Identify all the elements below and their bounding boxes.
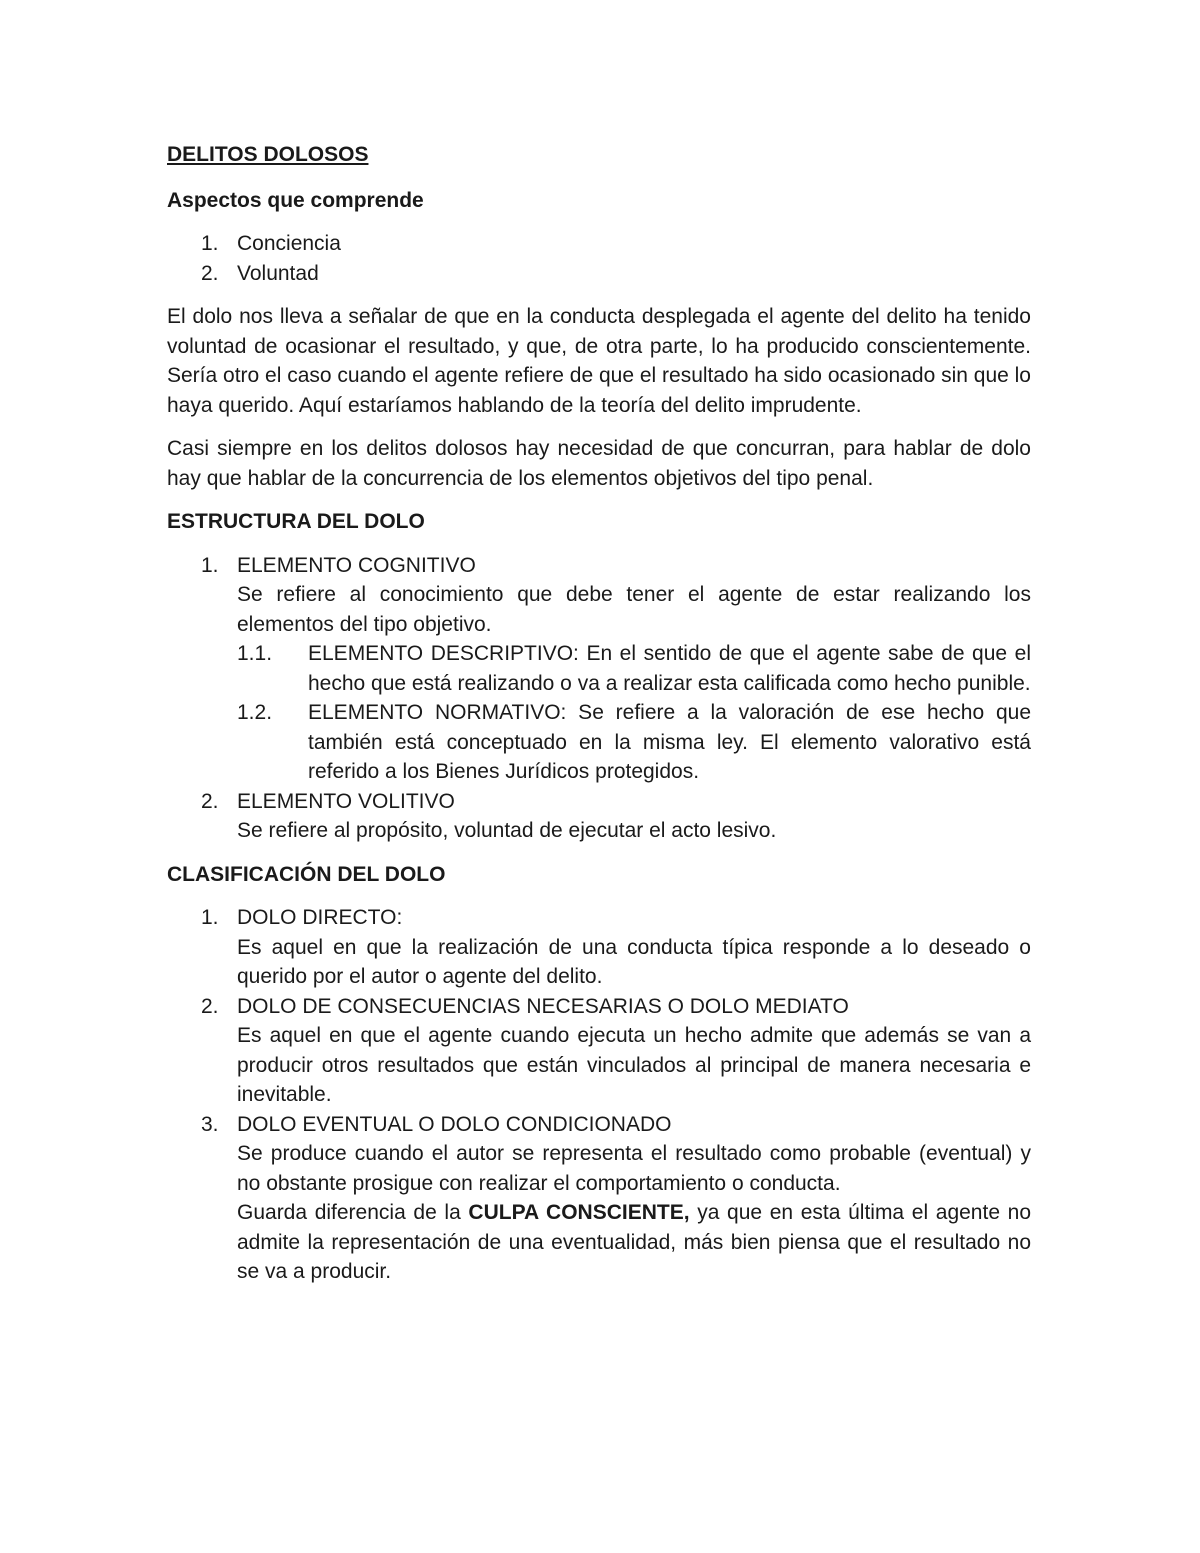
- list-item-text: Voluntad: [237, 261, 319, 285]
- list-number: 1.: [201, 553, 219, 577]
- list-item: [167, 229, 1031, 259]
- aspectos-list: [167, 229, 1031, 288]
- sub-list-item: [167, 639, 1031, 698]
- note-text-before: Guarda diferencia de la: [237, 1201, 469, 1224]
- sub-list-item: [167, 698, 1031, 787]
- sub-list-number: 1.2.: [237, 701, 273, 724]
- list-item-description: Se refiere al propósito, voluntad de ejecutar el acto lesivo.: [237, 819, 777, 842]
- note-bold-term: CULPA CONSCIENTE,: [468, 1201, 690, 1224]
- document-title: DELITOS DOLOSOS: [167, 143, 369, 166]
- list-item: [167, 903, 1031, 992]
- clasificacion-list: [167, 903, 1031, 1287]
- list-item-title: DOLO DIRECTO:: [237, 906, 403, 929]
- list-number: 1.: [201, 232, 219, 255]
- note-text-after: ya que en esta última el agente no admite la representación de una eventualidad, más bien piensa que el resultado no se va a producir.: [237, 1201, 1032, 1283]
- list-item-title: DOLO EVENTUAL O DOLO CONDICIONADO: [237, 1112, 672, 1136]
- list-item: [167, 1110, 1031, 1287]
- list-item-title: ELEMENTO VOLITIVO: [237, 789, 455, 813]
- estructura-list: [167, 551, 1031, 846]
- list-item-description: Se produce cuando el autor se representa el resultado como probable (eventual) y no obstante prosigue con realizar el comportamiento o conducta.: [237, 1142, 1031, 1195]
- clasificacion-heading: CLASIFICACIÓN DEL DOLO: [167, 862, 446, 886]
- paragraph: El dolo nos lleva a señalar de que en la conducta desplegada el agente del delito ha tenido voluntad de ocasionar el resultado, y que, de otra parte, lo ha producido conscientemente. Sería otro el caso cuando el agente refiere de que el resultado ha sido ocasionado sin que lo haya querido. Aquí estaríamos hablando de la teoría del delito imprudente.: [167, 305, 1031, 417]
- paragraph: Casi siempre en los delitos dolosos hay necesidad de que concurran, para hablar de dolo hay que hablar de la concurrencia de los elementos objetivos del tipo penal.: [167, 437, 1031, 490]
- list-number: 2.: [201, 994, 219, 1018]
- list-item-text: Conciencia: [237, 232, 341, 255]
- estructura-heading: ESTRUCTURA DEL DOLO: [167, 510, 425, 533]
- list-item-description: Es aquel en que la realización de una conducta típica responde a lo deseado o querido por el autor o agente del delito.: [237, 935, 1031, 988]
- list-item-note: [237, 1198, 1031, 1287]
- sub-list-item-text: ELEMENTO NORMATIVO: Se refiere a la valoración de ese hecho que también está conceptuado en la misma ley. El elemento valorativo está referido a los Bienes Jurídicos protegidos.: [308, 701, 1031, 783]
- document-body: [167, 140, 1031, 1301]
- list-item: [167, 992, 1031, 1110]
- list-number: 2.: [201, 261, 219, 285]
- list-item: [167, 259, 1031, 289]
- list-number: 2.: [201, 789, 219, 813]
- list-item-title: DOLO DE CONSECUENCIAS NECESARIAS O DOLO MEDIATO: [237, 994, 849, 1018]
- list-item: [167, 551, 1031, 787]
- list-number: 1.: [201, 906, 219, 929]
- sub-list-item-text: ELEMENTO DESCRIPTIVO: En el sentido de que el agente sabe de que el hecho que está realizando o va a realizar esta calificada como hecho punible.: [308, 642, 1031, 695]
- sub-list-number: 1.1.: [237, 642, 273, 665]
- list-item-description: Se refiere al conocimiento que debe tener el agente de estar realizando los elementos del tipo objetivo.: [237, 583, 1031, 636]
- aspectos-heading: Aspectos que comprende: [167, 188, 424, 212]
- list-item: [167, 787, 1031, 846]
- list-item-title: ELEMENTO COGNITIVO: [237, 553, 476, 577]
- list-item-description: Es aquel en que el agente cuando ejecuta un hecho admite que además se van a producir otros resultados que están vinculados al principal de manera necesaria e inevitable.: [237, 1024, 1031, 1106]
- list-number: 3.: [201, 1112, 219, 1136]
